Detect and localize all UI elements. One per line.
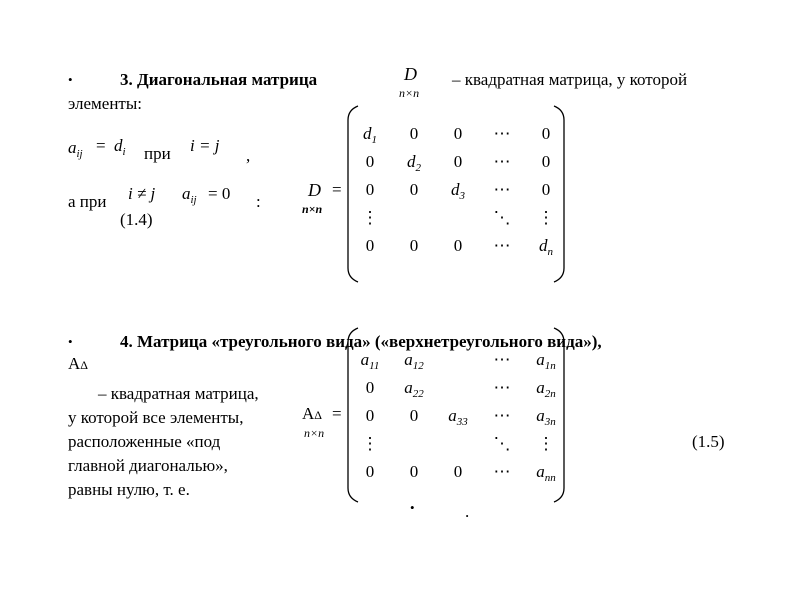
a-delta-symbol: AΔ: [68, 354, 88, 373]
matrix-cell: 0: [365, 378, 375, 397]
matrix-cell: ⋮: [537, 208, 555, 227]
desc-line-1: – квадратная матрица,: [98, 384, 259, 403]
desc-line-2: у которой все элементы,: [68, 408, 244, 427]
d-label-top-sub: n×n: [399, 86, 420, 100]
trailing-bullet: •: [410, 500, 415, 515]
matrix-cell: 0: [409, 462, 419, 481]
matrix-cell: 0: [409, 236, 419, 255]
matrix-cell: 0: [365, 236, 375, 255]
item-3-definition: – квадратная матрица, у которой: [452, 70, 688, 89]
eq-number-1-4: (1.4): [120, 210, 153, 229]
matrix-cell: 0: [453, 124, 463, 143]
matrix-cell: ⋱: [493, 434, 511, 453]
cond1-rhs: $d_i$: [114, 136, 126, 158]
else-text: а при: [68, 192, 107, 211]
matrix-cell: 0: [453, 462, 463, 481]
matrix-cell: ⋯: [493, 180, 511, 199]
bullet-item-3: •: [68, 72, 73, 87]
comma: ,: [246, 146, 251, 165]
matrix-cell: 0: [541, 152, 551, 171]
bullet-item-4: •: [68, 334, 73, 349]
matrix-cell: 0: [541, 180, 551, 199]
matrix-cell: 0: [453, 236, 463, 255]
cond2: i = j: [190, 136, 220, 155]
matrix-cell: $a_{3n}$: [536, 406, 556, 428]
d-label-top: D: [404, 64, 417, 84]
matrix-cell: ⋯: [493, 152, 511, 171]
matrix-cell: ⋯: [493, 378, 511, 397]
matrix-cell: $d_3$: [451, 180, 465, 202]
matrix-cell: ⋯: [493, 462, 511, 481]
matrix-a-label: AΔ: [302, 404, 322, 423]
matrix-d-label: D: [308, 180, 321, 200]
matrix-cell: ⋯: [493, 124, 511, 143]
cond1-eq: =: [96, 136, 106, 155]
matrix-cell: $d_n$: [539, 236, 553, 258]
matrix-cell: 0: [453, 152, 463, 171]
matrix-a-label-sub: n×n: [304, 426, 325, 440]
eq-number-1-5: (1.5): [692, 432, 725, 451]
matrix-cell: ⋯: [493, 236, 511, 255]
matrix-cell: $a_{22}$: [404, 378, 424, 400]
matrix-cell: 0: [409, 180, 419, 199]
matrix-cell: ⋮: [537, 434, 555, 453]
matrix-a-eq: =: [332, 404, 342, 423]
matrix-cell: $a_{2n}$: [536, 378, 556, 400]
matrix-cell: 0: [365, 462, 375, 481]
matrix-cell: $a_{1n}$: [536, 350, 556, 372]
matrix-cell: ⋮: [361, 208, 379, 227]
matrix-cell: 0: [541, 124, 551, 143]
matrix-cell: $d_1$: [363, 124, 377, 146]
item-3-title: 3. Диагональная матрица: [120, 70, 318, 89]
matrix-d-label-sub: n×n: [302, 202, 323, 216]
cond1-lhs: $a_{ij}$: [68, 138, 83, 160]
matrix-cell: 0: [409, 406, 419, 425]
matrix-cell: $a_{11}$: [360, 350, 380, 372]
desc-line-5: равны нулю, т. е.: [68, 480, 190, 499]
trailing-dot: .: [465, 502, 470, 521]
matrix-cell: 0: [365, 180, 375, 199]
matrix-cell: $a_{nn}$: [536, 462, 556, 484]
item-3-line2: элементы:: [68, 94, 142, 113]
matrix-cell: $d_2$: [407, 152, 421, 174]
matrix-cell: ⋱: [493, 208, 511, 227]
neq-condition: i ≠ j: [128, 184, 156, 203]
colon: :: [256, 192, 261, 211]
matrix-cell: ⋯: [493, 406, 511, 425]
zero-rhs: = 0: [208, 184, 231, 203]
desc-line-3: расположенные «под: [68, 432, 221, 451]
matrix-cell: ⋯: [493, 350, 511, 369]
matrix-cell: 0: [365, 152, 375, 171]
matrix-d-eq: =: [332, 180, 342, 199]
zero-lhs: $a_{ij}$: [182, 184, 197, 206]
matrix-cell: 0: [365, 406, 375, 425]
desc-line-4: главной диагональю»,: [68, 456, 228, 475]
matrix-cell: ⋮: [361, 434, 379, 453]
matrix-cell: 0: [409, 124, 419, 143]
at-word: при: [144, 144, 171, 163]
matrix-cell: $a_{33}$: [448, 406, 468, 428]
item-4-title: 4. Матрица «треугольного вида» («верхнетреугольного вида»),: [120, 332, 602, 351]
matrix-cell: $a_{12}$: [404, 350, 424, 372]
